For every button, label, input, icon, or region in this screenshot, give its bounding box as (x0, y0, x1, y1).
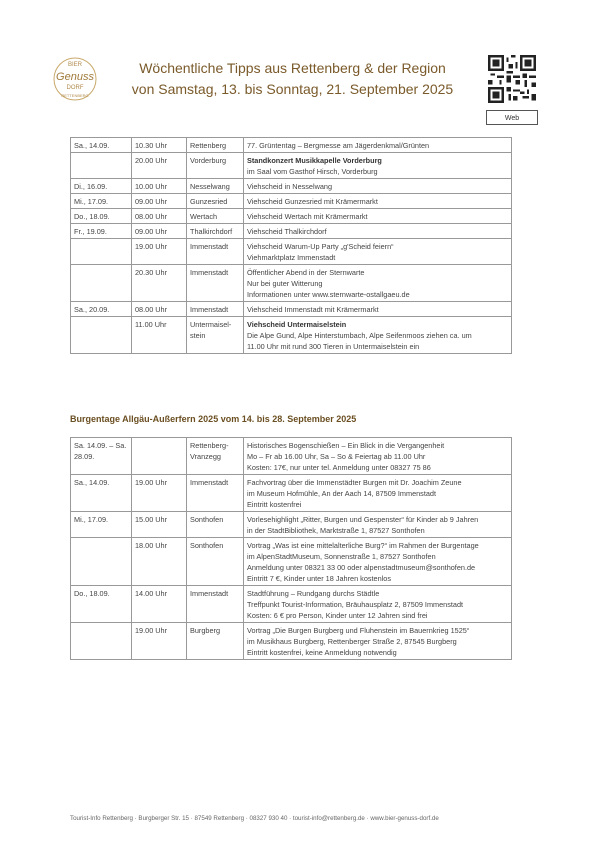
event-row (71, 265, 512, 302)
event-description (244, 224, 512, 239)
event-place: Rettenberg (187, 138, 244, 153)
event-description-line: Öffentlicher Abend in der Sternwarte (247, 268, 365, 277)
burg-event-description-line: Historisches Bogenschießen – Ein Blick in die Vergangenheit (247, 441, 445, 450)
burg-event-description-line: Eintritt 7 €, Kinder unter 18 Jahren kostenlos (247, 574, 391, 583)
burg-event-day (71, 623, 132, 660)
event-description-line: Die Alpe Gund, Alpe Hinterstumbach, Alpe Seifenmoos ziehen ca. um (247, 331, 472, 340)
event-description-line: Standkonzert Musikkapelle Vorderburg (247, 156, 382, 165)
event-day: Fr., 19.09. (71, 224, 132, 239)
burg-event-description-line: Eintritt kostenfrei, keine Anmeldung notwendig (247, 648, 397, 657)
event-description (244, 179, 512, 194)
burg-event-place: Burgberg (187, 623, 244, 660)
event-time: 10.30 Uhr (132, 138, 187, 153)
burg-event-description-line: im Musikhaus Burgberg, Rettenberger Straße 2, 87545 Burgberg (247, 637, 457, 646)
logo-line1: BIER (67, 62, 83, 68)
event-description-line: Viehscheid Immenstadt mit Krämermarkt (247, 305, 379, 314)
event-row (71, 224, 512, 239)
logo-line3: DORF (66, 85, 84, 91)
burg-event-row (71, 538, 512, 586)
page-title (110, 58, 475, 100)
burg-event-description-line: Vortrag „Was ist eine mittelalterliche Burg?“ im Rahmen der Burgentage (247, 541, 479, 550)
event-day: Sa., 20.09. (71, 302, 132, 317)
bier-genuss-dorf-logo (52, 50, 98, 108)
event-place: Immenstadt (187, 302, 244, 317)
burg-event-description-line: im Museum Hofmühle, An der Aach 14, 87509 Immenstadt (247, 489, 437, 498)
event-place: Wertach (187, 209, 244, 224)
event-description-line: Nur bei guter Witterung (247, 279, 323, 288)
burg-event-description-line: im AlpenStadtMuseum, Sonnenstraße 1, 87527 Sonthofen (247, 552, 436, 561)
burg-event-description (244, 438, 512, 475)
event-row (71, 179, 512, 194)
title-line2: von Samstag, 13. bis Sonntag, 21. September 2025 (131, 81, 454, 97)
burg-event-time (132, 438, 187, 475)
event-place: Thalkirchdorf (187, 224, 244, 239)
burg-event-place: Sonthofen (187, 512, 244, 538)
event-description (244, 153, 512, 179)
burg-event-day: Do., 18.09. (71, 586, 132, 623)
title-line1: Wöchentliche Tipps aus Rettenberg & der Region (139, 60, 446, 76)
burg-event-day: Mi., 17.09. (71, 512, 132, 538)
event-description (244, 265, 512, 302)
event-time: 20.00 Uhr (132, 153, 187, 179)
event-description (244, 209, 512, 224)
burg-event-description-line: Stadtführung – Rundgang durchs Städtle (247, 589, 380, 598)
event-day (71, 317, 132, 354)
burg-event-day: Sa. 14.09. – Sa. 28.09. (71, 438, 132, 475)
burg-event-description (244, 538, 512, 586)
burg-event-time: 15.00 Uhr (132, 512, 187, 538)
event-description-line: Viehscheid in Nesselwang (247, 182, 333, 191)
burg-event-description-line: Anmeldung unter 08321 33 00 oder alpenstadtmuseum@sonthofen.de (247, 563, 476, 572)
burg-event-description (244, 475, 512, 512)
burg-event-description (244, 623, 512, 660)
event-description-line: Viehscheid Thalkirchdorf (247, 227, 327, 236)
event-description-line: Viehscheid Gunzesried mit Krämermarkt (247, 197, 378, 206)
event-row (71, 153, 512, 179)
burg-event-description (244, 512, 512, 538)
qr-code-icon[interactable] (488, 55, 536, 103)
burg-event-time: 14.00 Uhr (132, 586, 187, 623)
event-time: 08.00 Uhr (132, 302, 187, 317)
event-time: 20.30 Uhr (132, 265, 187, 302)
event-description-line: 11.00 Uhr mit rund 300 Tieren in Untermaiselstein ein (247, 342, 420, 351)
event-description-line: Viehscheid Wertach mit Krämermarkt (247, 212, 368, 221)
event-place: Untermaisel-stein (187, 317, 244, 354)
logo-line2: Genuss (56, 71, 94, 83)
burg-event-place: Immenstadt (187, 475, 244, 512)
burg-event-description-line: in der StadtBibliothek, Marktstraße 1, 87527 Sonthofen (247, 526, 425, 535)
burgentage-table (70, 437, 512, 660)
burg-event-time: 18.00 Uhr (132, 538, 187, 586)
burg-event-description-line: Kosten: 6 € pro Person, Kinder unter 12 Jahren sind frei (247, 611, 428, 620)
burg-event-row (71, 475, 512, 512)
burg-event-description-line: Vorlesehighlight „Ritter, Burgen und Gespenster“ für Kinder ab 9 Jahren (247, 515, 479, 524)
burg-event-time: 19.00 Uhr (132, 475, 187, 512)
event-description-line: Viehscheid Warum-Up Party „g'Scheid feiern“ (247, 242, 394, 251)
event-row (71, 209, 512, 224)
footer-contact: Tourist-Info Rettenberg · Burgberger Str. 15 · 87549 Rettenberg · 08327 930 40 · tourist-info@rettenberg.de · www.bier-genuss-dorf.de (70, 815, 439, 822)
event-description-line: 77. Grüntentag – Bergmesse am Jägerdenkmal/Grünten (247, 141, 430, 150)
event-description-line: Informationen unter www.sternwarte-ostallgaeu.de (247, 290, 410, 299)
burg-event-description-line: Eintritt kostenfrei (247, 500, 302, 509)
burg-event-row (71, 586, 512, 623)
burg-event-row (71, 512, 512, 538)
event-place: Vorderburg (187, 153, 244, 179)
event-day (71, 153, 132, 179)
event-description (244, 239, 512, 265)
burg-event-row (71, 623, 512, 660)
burg-event-description-line: Kosten: 17€, nur unter tel. Anmeldung unter 08327 75 86 (247, 463, 431, 472)
event-description-line: im Saal vom Gasthof Hirsch, Vorderburg (247, 167, 378, 176)
burg-event-description-line: Treffpunkt Tourist-Information, Bräuhausplatz 2, 87509 Immenstadt (247, 600, 464, 609)
burg-event-description-line: Mo – Fr ab 16.00 Uhr, Sa – So & Feiertag ab 11.00 Uhr (247, 452, 426, 461)
burg-event-description-line: Fachvortrag über die Immenstädter Burgen mit Dr. Joachim Zeune (247, 478, 462, 487)
event-row (71, 239, 512, 265)
burg-event-place: Rettenberg-Vranzegg (187, 438, 244, 475)
burg-event-description (244, 586, 512, 623)
event-time: 09.00 Uhr (132, 194, 187, 209)
event-day: Do., 18.09. (71, 209, 132, 224)
event-time: 10.00 Uhr (132, 179, 187, 194)
event-description-line: Viehmarktplatz Immenstadt (247, 253, 336, 262)
event-day: Sa., 14.09. (71, 138, 132, 153)
qr-label: Web (486, 110, 538, 125)
event-day (71, 239, 132, 265)
event-description (244, 194, 512, 209)
event-description (244, 138, 512, 153)
burg-event-place: Sonthofen (187, 538, 244, 586)
event-place: Immenstadt (187, 239, 244, 265)
event-day: Di., 16.09. (71, 179, 132, 194)
burg-event-time: 19.00 Uhr (132, 623, 187, 660)
event-row (71, 302, 512, 317)
burg-event-day (71, 538, 132, 586)
event-place: Gunzesried (187, 194, 244, 209)
weekly-events-table (70, 137, 512, 354)
burg-event-description-line: Vortrag „Die Burgen Burgberg und Fluhenstein im Bauernkrieg 1525“ (247, 626, 470, 635)
event-time: 19.00 Uhr (132, 239, 187, 265)
event-time: 11.00 Uhr (132, 317, 187, 354)
event-row (71, 138, 512, 153)
event-place: Immenstadt (187, 265, 244, 302)
event-day: Mi., 17.09. (71, 194, 132, 209)
event-row (71, 317, 512, 354)
logo-line4: RETTENBERG (61, 93, 89, 98)
event-day (71, 265, 132, 302)
event-description (244, 317, 512, 354)
event-row (71, 194, 512, 209)
burg-event-row (71, 438, 512, 475)
event-time: 08.00 Uhr (132, 209, 187, 224)
event-description (244, 302, 512, 317)
burgentage-heading: Burgentage Allgäu-Außerfern 2025 vom 14. bis 28. September 2025 (70, 414, 357, 424)
event-place: Nesselwang (187, 179, 244, 194)
event-time: 09.00 Uhr (132, 224, 187, 239)
burg-event-day: Sa., 14.09. (71, 475, 132, 512)
burg-event-place: Immenstadt (187, 586, 244, 623)
event-description-line: Viehscheid Untermaiselstein (247, 320, 347, 329)
